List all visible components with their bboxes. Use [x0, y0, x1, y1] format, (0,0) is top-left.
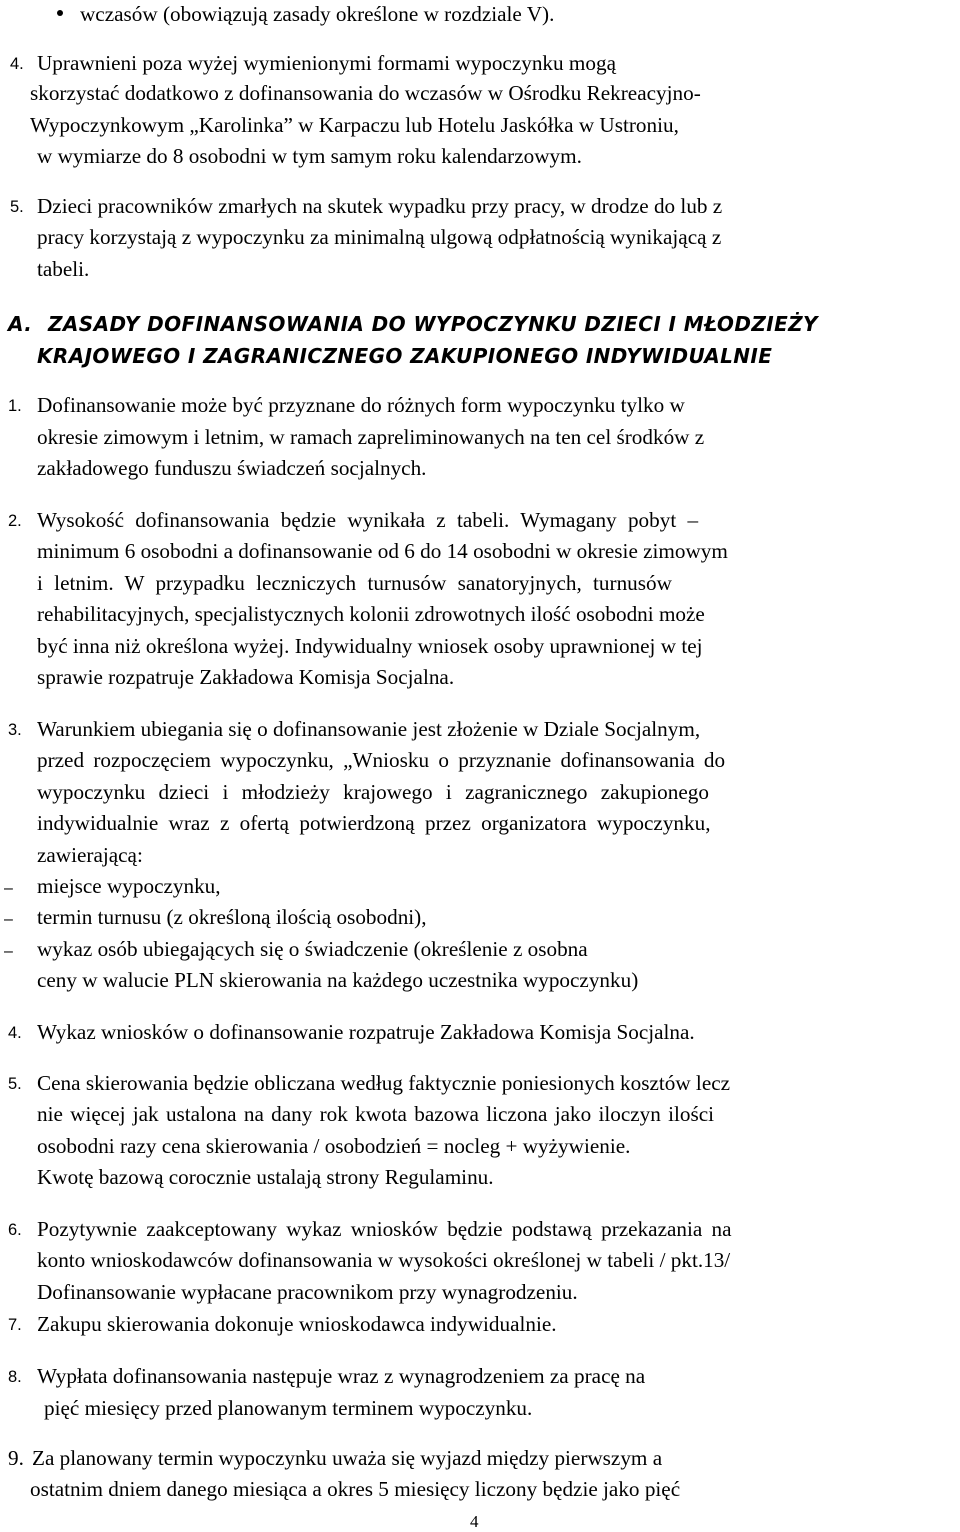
paragraph-line: Dofinansowanie może być przyznane do różnych form wypoczynku tylko w: [37, 393, 685, 417]
list-number: 4.: [10, 55, 24, 73]
bullet-icon: [57, 10, 63, 16]
section-letter: A.: [8, 312, 33, 336]
paragraph-line: termin turnusu (z określoną ilością osobodni),: [37, 905, 427, 929]
paragraph-line: Wysokość dofinansowania będzie wynikała z tabeli. Wymagany pobyt –: [37, 508, 699, 532]
paragraph-line: tabeli.: [37, 257, 90, 281]
page-number: 4: [470, 1512, 479, 1531]
paragraph-line: indywidualnie wraz z ofertą potwierdzoną przez organizatora wypoczynku,: [37, 811, 711, 835]
paragraph-line: Za planowany termin wypoczynku uważa się wyjazd między pierwszym a: [32, 1446, 663, 1470]
paragraph-line: ceny w walucie PLN skierowania na każdego uczestnika wypoczynku): [37, 968, 639, 992]
paragraph-line: skorzystać dodatkowo z dofinansowania do wczasów w Ośrodku Rekreacyjno-: [30, 81, 701, 105]
paragraph-line: Wypłata dofinansowania następuje wraz z wynagrodzeniem za pracę na: [37, 1364, 646, 1388]
paragraph-line: wczasów (obowiązują zasady określone w rozdziale V).: [80, 2, 555, 26]
paragraph-line: konto wnioskodawców dofinansowania w wysokości określonej w tabeli / pkt.13/: [37, 1248, 731, 1272]
paragraph-line: Wypoczynkowym „Karolinka” w Karpaczu lub Hotelu Jaskółka w Ustroniu,: [30, 113, 679, 137]
section-heading: ZASADY DOFINANSOWANIA DO WYPOCZYNKU DZIECI I MŁODZIEŻY: [48, 312, 818, 336]
list-number: 5.: [8, 1075, 22, 1093]
list-number: 3.: [8, 721, 22, 739]
paragraph-line: wykaz osób ubiegających się o świadczenie (określenie z osobna: [37, 937, 588, 961]
paragraph-line: i letnim. W przypadku leczniczych turnusów sanatoryjnych, turnusów: [37, 571, 672, 595]
paragraph-line: pięć miesięcy przed planowanym terminem wypoczynku.: [44, 1396, 533, 1420]
paragraph-line: nie więcej jak ustalona na dany rok kwota bazowa liczona jako iloczyn ilości: [37, 1102, 715, 1126]
list-number: 5.: [10, 198, 24, 216]
paragraph-line: zawierającą:: [37, 843, 143, 867]
paragraph-line: minimum 6 osobodni a dofinansowanie od 6 do 14 osobodni w okresie zimowym: [37, 539, 728, 563]
paragraph-line: miejsce wypoczynku,: [37, 874, 221, 898]
dash-marker: –: [4, 943, 13, 960]
paragraph-line: Dofinansowanie wypłacane pracownikom przy wynagrodzeniu.: [37, 1280, 578, 1304]
section-heading: KRAJOWEGO I ZAGRANICZNEGO ZAKUPIONEGO INDYWIDUALNIE: [37, 344, 773, 368]
paragraph-line: Uprawnieni poza wyżej wymienionymi formami wypoczynku mogą: [37, 51, 616, 75]
paragraph-line: być inna niż określona wyżej. Indywidualny wniosek osoby uprawnionej w tej: [37, 634, 703, 658]
paragraph-line: w wymiarze do 8 osobodni w tym samym roku kalendarzowym.: [37, 144, 582, 168]
paragraph-line: ostatnim dniem danego miesiąca a okres 5 miesięcy liczony będzie jako pięć: [30, 1477, 681, 1501]
paragraph-line: Warunkiem ubiegania się o dofinansowanie jest złożenie w Dziale Socjalnym,: [37, 717, 701, 741]
paragraph-line: wypoczynku dzieci i młodzieży krajowego i zagranicznego zakupionego: [37, 780, 709, 804]
list-number: 2.: [8, 512, 22, 530]
paragraph-line: pracy korzystają z wypoczynku za minimalną ulgową odpłatnością wynikającą z: [37, 225, 722, 249]
paragraph-line: Pozytywnie zaakceptowany wykaz wniosków będzie podstawą przekazania na: [37, 1217, 732, 1241]
paragraph-line: rehabilitacyjnych, specjalistycznych kolonii zdrowotnych ilość osobodni może: [37, 602, 705, 626]
list-number: 4.: [8, 1024, 22, 1042]
paragraph-line: zakładowego funduszu świadczeń socjalnych.: [37, 456, 427, 480]
dash-marker: –: [4, 911, 13, 928]
paragraph-line: przed rozpoczęciem wypoczynku, „Wniosku o przyznanie dofinansowania do: [37, 748, 726, 772]
paragraph-line: okresie zimowym i letnim, w ramach zapreliminowanych na ten cel środków z: [37, 425, 705, 449]
paragraph-line: Wykaz wniosków o dofinansowanie rozpatruje Zakładowa Komisja Socjalna.: [37, 1020, 695, 1044]
paragraph-line: Zakupu skierowania dokonuje wnioskodawca indywidualnie.: [37, 1312, 557, 1336]
dash-marker: –: [4, 880, 13, 897]
paragraph-line: Kwotę bazową corocznie ustalają strony Regulaminu.: [37, 1165, 494, 1189]
list-number: 8.: [8, 1368, 22, 1386]
list-number: 6.: [8, 1221, 22, 1239]
paragraph-line: Cena skierowania będzie obliczana według faktycznie poniesionych kosztów lecz: [37, 1071, 731, 1095]
list-number: 1.: [8, 397, 22, 415]
paragraph-line: Dzieci pracowników zmarłych na skutek wypadku przy pracy, w drodze do lub z: [37, 194, 723, 218]
list-number: 7.: [8, 1316, 22, 1334]
paragraph-line: osobodni razy cena skierowania / osobodzień = nocleg + wyżywienie.: [37, 1134, 631, 1158]
list-number: 9.: [8, 1446, 24, 1470]
paragraph-line: sprawie rozpatruje Zakładowa Komisja Socjalna.: [37, 665, 455, 689]
